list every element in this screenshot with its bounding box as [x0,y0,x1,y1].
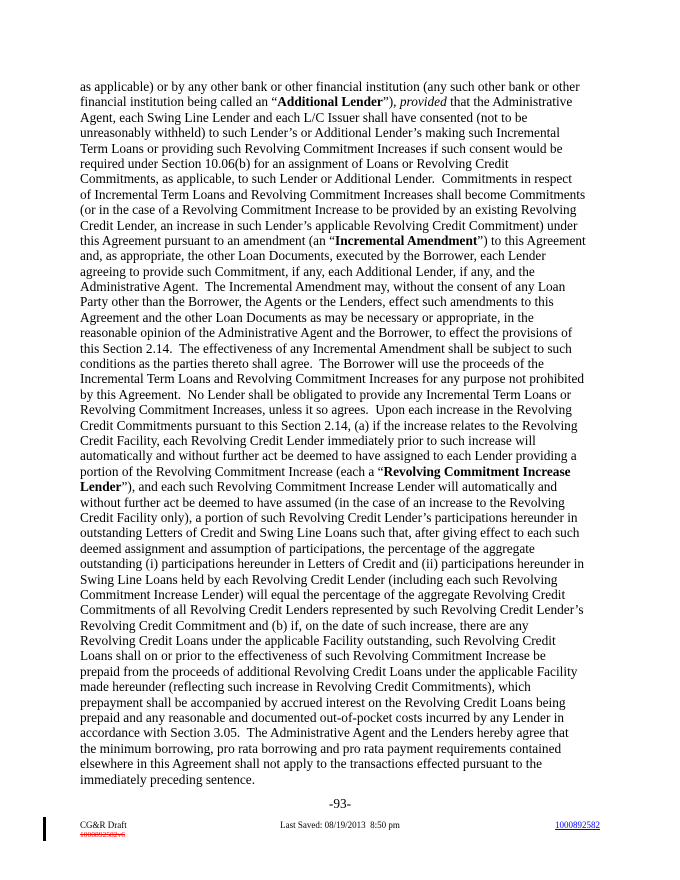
body-line [80,464,640,479]
body-line: reasonable opinion of the Administrative Agent and the Borrower, to effect the provisions of [80,325,573,341]
body-line: Revolving Credit Loans under the applicable Facility outstanding, such Revolving Credit [80,633,556,649]
body-line: the minimum borrowing, pro rata borrowing and pro rata payment requirements contained [80,740,562,756]
body-line: accordance with Section 3.05. The Administrative Agent and the Lenders hereby agree that [80,725,569,741]
body-line: Party other than the Borrower, the Agents or the Lenders, effect such amendments to this [80,294,554,310]
body-line: unreasonably withheld) to such Lender’s or Additional Lender’s making such Incremental [80,125,560,141]
body-line: Administrative Agent. The Incremental Amendment may, without the consent of any Loan [80,279,566,295]
footer-inserted-doc-id: 1000892582 [555,820,600,830]
body-line: without further act be deemed to have assumed (in the case of an increase to the Revolving [80,494,565,510]
body-line: deemed assignment and assumption of participations, the percentage of the aggregate [80,540,535,556]
body-line [80,479,640,494]
body-line: this Section 2.14. The effectiveness of any Incremental Amendment shall be subject to such [80,340,572,356]
body-line: by this Agreement. No Lender shall be obligated to provide any Incremental Term Loans or [80,386,572,402]
body-line [80,233,640,248]
body-line: Agent, each Swing Line Lender and each L/C Issuer shall have consented (not to be [80,109,528,125]
body-text-run: this Agreement pursuant to an amendment (an “ [80,232,336,248]
body-text-run: that the Administrative [446,94,573,110]
body-line: of Incremental Term Loans and Revolving Commitment Increases shall become Commitments [80,186,586,202]
body-line: and, as appropriate, the other Loan Documents, executed by the Borrower, each Lender [80,248,546,264]
emphasis-text: provided [399,94,447,110]
body-line: Commitments, as applicable, to such Lender or Additional Lender. Commitments in respect [80,171,572,187]
body-line: conditions as the parties thereto shall agree. The Borrower will use the proceeds of the [80,356,544,372]
defined-term: Lender [80,479,122,495]
body-line: Credit Facility only), a portion of such Revolving Credit Lender’s participations hereunder in [80,509,578,525]
body-line: outstanding (i) participations hereunder in Letters of Credit and (ii) participations hereunder in [80,556,585,572]
page-number: -93- [328,796,352,811]
body-text-run: ”) to this Agreement [477,232,586,248]
body-line: automatically and without further act be deemed to have assigned to each Lender providing a [80,448,577,464]
body-line: required under Section 10.06(b) for an assignment of Loans or Revolving Credit [80,155,509,171]
body-line: made hereunder (reflecting such increase in Revolving Credit Commitments), which [80,679,531,695]
defined-term: Revolving Commitment Increase [383,463,571,479]
body-line: immediately preceding sentence. [80,771,256,787]
body-text-run: portion of the Revolving Commitment Increase (each a “ [80,463,384,479]
body-text-run: financial institution being called an “ [80,94,278,110]
body-line: Credit Facility, each Revolving Credit Lender immediately prior to such increase will [80,432,536,448]
body-line: outstanding Letters of Credit and Swing Line Loans such that, after giving effect to each such [80,525,580,541]
body-line: prepaid from the proceeds of additional Revolving Credit Loans under the applicable Facility [80,663,578,679]
footer-draft-label: CG&R Draft [80,820,127,830]
footer-last-saved: Last Saved: 08/19/2013 8:50 pm [280,820,400,830]
body-line: elsewhere in this Agreement shall not apply to the transactions effected pursuant to the [80,756,543,772]
body-line: Loans shall on or prior to the effectiveness of such Revolving Commitment Increase be [80,648,546,664]
body-line: Incremental Term Loans and Revolving Commitment Increases for any purpose not prohibited [80,371,585,387]
defined-term: Incremental Amendment [335,232,478,248]
body-text-run: ”), and each such Revolving Commitment Increase Lender will automatically and [121,479,558,495]
body-line: Commitments of all Revolving Credit Lenders represented by such Revolving Credit Lender’s [80,602,584,618]
body-line: agreeing to provide such Commitment, if any, each Additional Lender, if any, and the [80,263,535,279]
document-body [80,79,640,787]
body-line: Revolving Credit Commitment and (b) if, on the date of such increase, there are any [80,617,529,633]
body-line: Term Loans or providing such Revolving Commitment Increases if such consent would be [80,140,563,156]
body-line: prepayment shall be accompanied by accrued interest on the Revolving Credit Loans being [80,694,566,710]
body-line: as applicable) or by any other bank or other financial institution (any such other bank or other [80,79,580,94]
body-text-run: ”), [382,94,400,110]
body-line: prepaid and any reasonable and documented out-of-pocket costs incurred by any Lender in [80,710,565,726]
defined-term: Additional Lender [277,94,383,110]
body-line: Credit Commitments pursuant to this Section 2.14, (a) if the increase relates to the Revolving [80,417,578,433]
body-line: (or in the case of a Revolving Commitment Increase to be provided by an existing Revolving [80,202,577,218]
footer-deleted-doc-id: 1000892582v6 [80,830,125,839]
body-line: Revolving Commitment Increases, unless it so agrees. Upon each increase in the Revolving [80,402,572,418]
body-line [80,94,640,109]
body-line: Commitment Increase Lender) will equal the percentage of the aggregate Revolving Credit [80,586,566,602]
body-line: Credit Lender, an increase in such Lender’s applicable Revolving Credit Commitment) under [80,217,578,233]
body-line: Agreement and the other Loan Documents as may be necessary or appropriate, in the [80,309,534,325]
body-line: Swing Line Loans held by each Revolving Credit Lender (including each such Revolving [80,571,558,587]
